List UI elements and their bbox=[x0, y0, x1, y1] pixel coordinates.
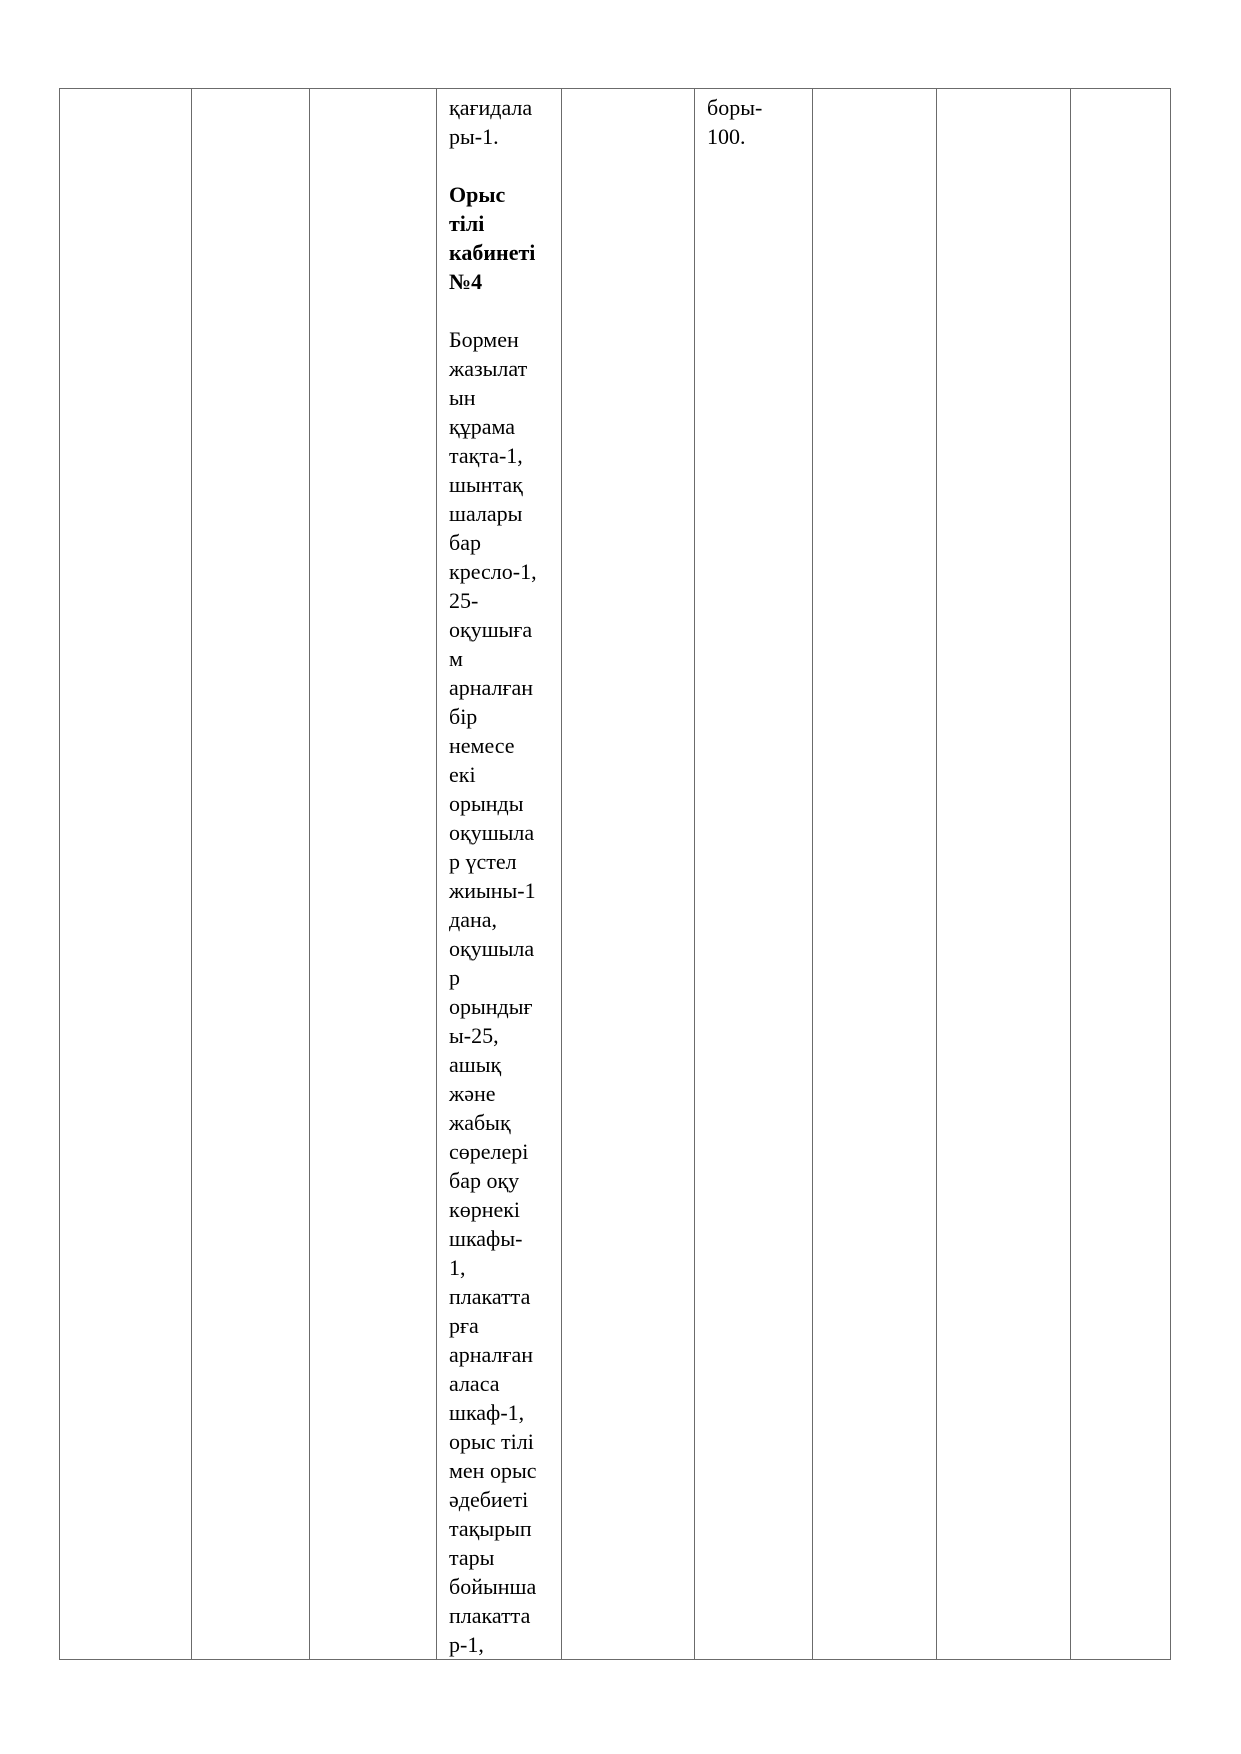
quantity-text: боры- 100. bbox=[707, 95, 763, 149]
table-cell-8 bbox=[937, 89, 1071, 1660]
table-row bbox=[60, 89, 1171, 1660]
table-cell-9 bbox=[1071, 89, 1171, 1660]
table-cell-quantity bbox=[695, 89, 813, 1660]
table-cell-equipment-list bbox=[437, 89, 562, 1660]
cabinet-heading: Орыс тілі кабинеті №4 bbox=[449, 182, 536, 294]
table-cell-2 bbox=[192, 89, 310, 1660]
equipment-list-text: Бормен жазылат ын құрама тақта-1, шынтақ шалары бар кресло-1, 25- оқушыға м арналған бір немесе екі орынды оқушыла р үстел жиыны-1 дана, оқушыла р орындығ ы-25, ашық және жабық сөрелері бар оқу көрнекі шкафы- 1, плакатта рға арналған аласа шкаф-1, орыс тілі мен орыс әдебиеті тақырып тары бойынша плакатта р-1, bbox=[449, 327, 537, 1657]
table-cell-5 bbox=[562, 89, 695, 1660]
spacer bbox=[449, 151, 549, 180]
rules-text: қағидала ры-1. bbox=[449, 95, 533, 149]
document-table bbox=[59, 88, 1171, 1660]
table-cell-1 bbox=[60, 89, 192, 1660]
spacer bbox=[449, 296, 549, 325]
table-cell-3 bbox=[310, 89, 437, 1660]
table-cell-7 bbox=[813, 89, 937, 1660]
